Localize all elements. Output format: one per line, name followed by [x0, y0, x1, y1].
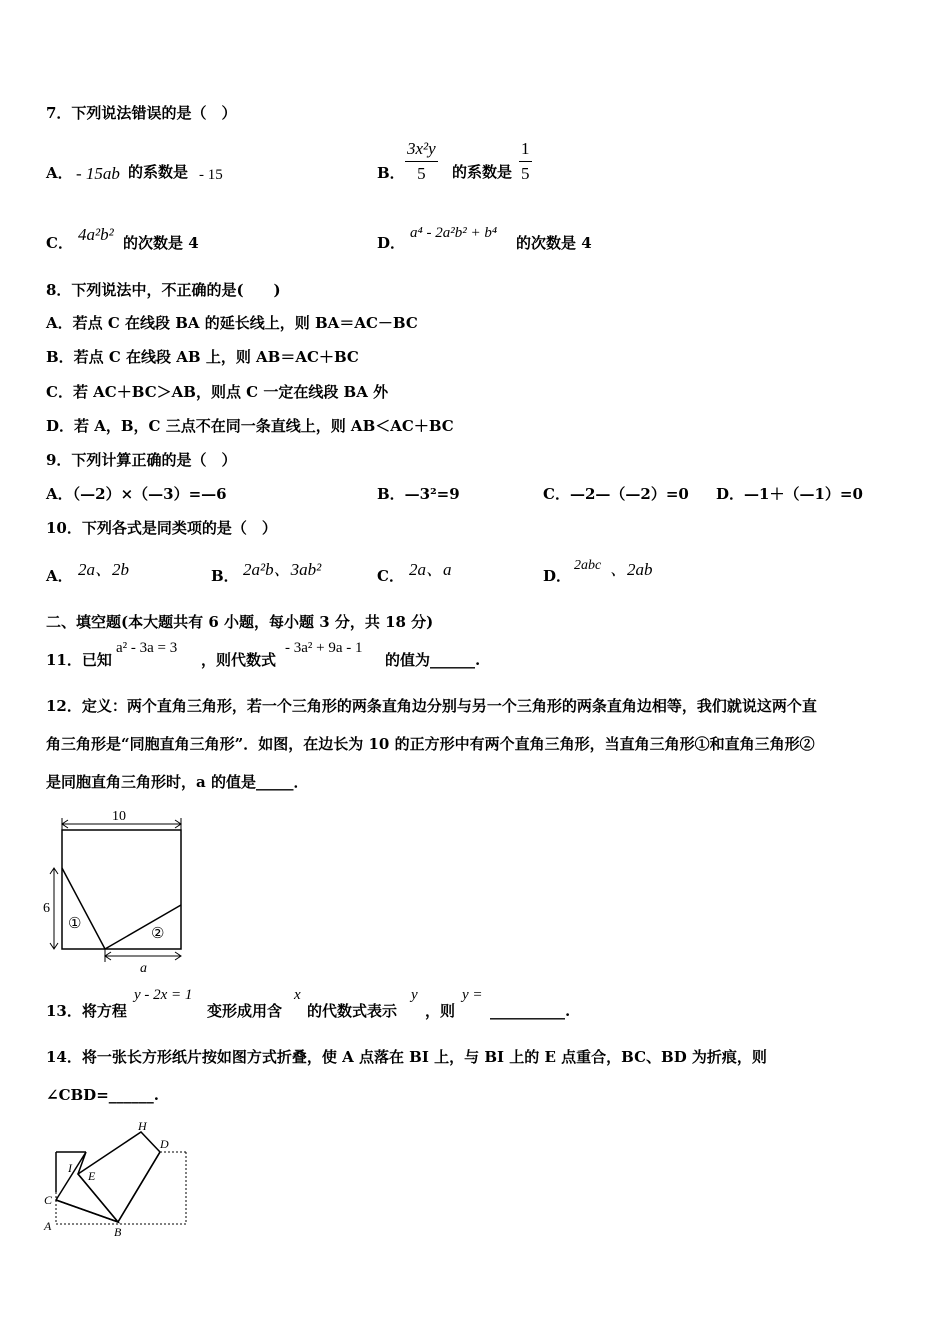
q7-option-b-fraction: [405, 139, 438, 184]
q12-label-10: 10: [112, 809, 126, 824]
q8-title: 8．下列说法中，不正确的是( ): [46, 281, 281, 299]
q12-figure: [38, 800, 198, 980]
q13-var-y: y: [411, 987, 418, 1003]
q7-option-a-value: - 15: [199, 167, 223, 183]
q11-given: a² - 3a = 3: [116, 640, 178, 656]
q14-label-e: E: [88, 1169, 96, 1183]
q10-option-a-label: A．: [46, 567, 73, 585]
q11-mid: ，则代数式: [201, 651, 277, 669]
q13-mid1: 变形成用含: [207, 1002, 283, 1020]
q13-prefix: 13．将方程: [46, 1002, 127, 1020]
q9-title: 9．下列计算正确的是（ ）: [46, 451, 237, 469]
q7-option-b-denominator: 5: [417, 164, 426, 183]
q13-answer-lhs: y =: [462, 987, 483, 1003]
q7-option-c-text: 的次数是 4: [123, 234, 199, 252]
q9-option-b: B．—3²=9: [377, 485, 460, 503]
q8-option-d: D．若 A，B，C 三点不在同一条直线上，则 AB＜AC＋BC: [46, 417, 454, 435]
q13-mid3: ，则: [425, 1002, 456, 1020]
q10-option-d-label: D．: [543, 567, 572, 585]
q14-label-h: H: [138, 1119, 147, 1133]
q8-option-b: B．若点 C 在线段 AB 上，则 AB＝AC＋BC: [46, 348, 359, 366]
q14-label-c: C: [44, 1193, 53, 1207]
q14-label-b: B: [114, 1225, 122, 1239]
q12-label-6: 6: [43, 901, 50, 916]
q7-option-a-label: A．: [46, 164, 73, 182]
q13-var-x: x: [294, 987, 301, 1003]
q7-option-c-expr: 4a²b²: [78, 225, 114, 244]
q7-option-d-text: 的次数是 4: [516, 234, 592, 252]
q11-expr: - 3a² + 9a - 1: [285, 640, 363, 656]
q10-option-d-expr1: 2abc: [574, 558, 602, 573]
q14-label-d: D: [160, 1137, 169, 1151]
q9-option-c: C．—2—（—2）=0: [543, 485, 689, 503]
q7-option-b-text: 的系数是: [452, 163, 513, 181]
q14-line2: ∠CBD=______.: [46, 1086, 159, 1104]
q10-option-b-expr: 2a²b、3ab²: [243, 560, 322, 579]
q11-suffix: 的值为______.: [385, 651, 481, 669]
q7-option-b-value-numerator: 1: [519, 139, 532, 162]
q12-line3: 是同胞直角三角形时，a 的值是_____．: [46, 773, 309, 791]
q12-triangle-1-label: ①: [68, 916, 82, 932]
q7-option-a-expr: - 15ab: [76, 164, 120, 183]
q9-option-d: D．—1＋（—1）=0: [716, 485, 863, 503]
q12-line2: 角三角形是“同胞直角三角形”．如图，在边长为 10 的正方形中有两个直角三角形，当直角三角形①和直角三角形②: [46, 735, 815, 753]
q14-label-a: A: [44, 1219, 52, 1233]
q13-equation: y - 2x = 1: [134, 987, 193, 1003]
q14-crease-bd: [118, 1152, 160, 1222]
q8-option-c: C．若 AC＋BC＞AB，则点 C 一定在线段 BA 外: [46, 383, 389, 401]
q12-triangle-2-label: ②: [151, 926, 165, 942]
q8-option-a: A．若点 C 在线段 BA 的延长线上，则 BA＝AC－BC: [46, 314, 418, 332]
q7-title: 7．下列说法错误的是（ ）: [46, 104, 237, 122]
q10-option-c-label: C．: [377, 567, 404, 585]
q14-figure: [38, 1112, 198, 1240]
q11-prefix: 11．已知: [46, 651, 112, 669]
q13-suffix: __________.: [490, 1002, 571, 1020]
q7-option-c-label: C．: [46, 234, 73, 252]
q10-option-b-label: B．: [211, 567, 239, 585]
q7-option-b-label: B．: [377, 164, 405, 182]
q7-option-d-label: D．: [377, 234, 406, 252]
q7-option-a-text: 的系数是: [128, 163, 189, 181]
q10-option-d-expr2: 、2ab: [610, 560, 653, 579]
q12-line1: 12．定义：两个直角三角形，若一个三角形的两条直角边分别与另一个三角形的两条直角边相等，我们就说这两个直: [46, 697, 817, 715]
q7-option-d-expr: a⁴ - 2a²b² + b⁴: [410, 225, 498, 241]
q9-option-a: A．（—2）×（—3）=—6: [46, 485, 227, 503]
q10-title: 10．下列各式是同类项的是（ ）: [46, 519, 277, 537]
q10-option-a-expr: 2a、2b: [78, 560, 129, 579]
q13-mid2: 的代数式表示: [307, 1002, 398, 1020]
q7-option-b-numerator: 3x²y: [405, 139, 438, 162]
q7-option-b-value-denominator: 5: [521, 164, 530, 183]
section-2-title: 二、填空题(本大题共有 6 小题，每小题 3 分，共 18 分): [46, 613, 434, 631]
q14-label-i: I: [68, 1161, 72, 1175]
q12-label-a: a: [140, 961, 147, 976]
q10-option-c-expr: 2a、a: [409, 560, 452, 579]
q14-line1: 14．将一张长方形纸片按如图方式折叠，使 A 点落在 BI 上，与 BI 上的 E 点重合，BC、BD 为折痕，则: [46, 1048, 767, 1066]
q7-option-b-value-fraction: [519, 139, 532, 184]
